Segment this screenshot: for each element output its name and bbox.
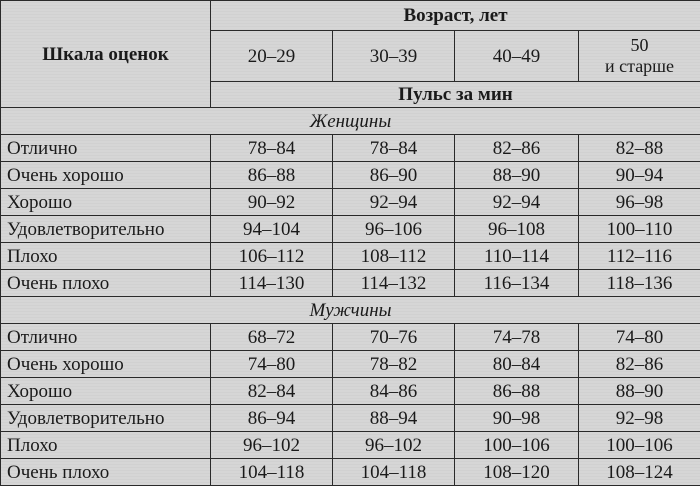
pulse-range-cell: 88–90 (579, 378, 700, 405)
pulse-range-cell: 108–112 (333, 243, 455, 270)
pulse-header: Пульс за мин (211, 82, 700, 108)
table-row (1, 243, 700, 270)
table-row (1, 459, 700, 486)
age-group-40-49: 40–49 (455, 31, 579, 82)
pulse-range-cell: 86–90 (333, 162, 455, 189)
pulse-range-cell: 90–92 (211, 189, 333, 216)
pulse-range-cell: 100–106 (455, 432, 579, 459)
pulse-range-cell: 82–88 (579, 135, 700, 162)
rating-label: Плохо (1, 243, 211, 270)
pulse-range-cell: 96–108 (455, 216, 579, 243)
pulse-range-cell: 96–102 (211, 432, 333, 459)
pulse-range-cell: 90–98 (455, 405, 579, 432)
rating-label: Очень хорошо (1, 162, 211, 189)
table-row (1, 189, 700, 216)
rating-label: Отлично (1, 135, 211, 162)
rating-label: Очень плохо (1, 459, 211, 486)
pulse-range-cell: 78–84 (333, 135, 455, 162)
pulse-range-cell: 80–84 (455, 351, 579, 378)
pulse-range-cell: 100–106 (579, 432, 700, 459)
pulse-range-cell: 82–84 (211, 378, 333, 405)
table-body (1, 108, 700, 486)
pulse-range-cell: 92–94 (333, 189, 455, 216)
pulse-range-cell: 106–112 (211, 243, 333, 270)
rating-label: Удовлетворительно (1, 216, 211, 243)
pulse-range-cell: 82–86 (455, 135, 579, 162)
pulse-range-cell: 118–136 (579, 270, 700, 297)
age-group-50-line2: и старше (604, 56, 675, 76)
pulse-range-cell: 78–82 (333, 351, 455, 378)
pulse-range-cell: 84–86 (333, 378, 455, 405)
pulse-range-cell: 86–88 (455, 378, 579, 405)
pulse-range-cell: 114–132 (333, 270, 455, 297)
table-row (1, 270, 700, 297)
pulse-range-cell: 96–98 (579, 189, 700, 216)
pulse-range-cell: 68–72 (211, 324, 333, 351)
pulse-range-cell: 86–94 (211, 405, 333, 432)
table-row (1, 324, 700, 351)
pulse-range-cell: 108–120 (455, 459, 579, 486)
pulse-range-cell: 90–94 (579, 162, 700, 189)
pulse-range-cell: 104–118 (333, 459, 455, 486)
rating-label: Плохо (1, 432, 211, 459)
pulse-range-cell: 112–116 (579, 243, 700, 270)
pulse-range-cell: 78–84 (211, 135, 333, 162)
pulse-range-cell: 96–106 (333, 216, 455, 243)
pulse-range-cell: 94–104 (211, 216, 333, 243)
table-row (1, 405, 700, 432)
pulse-range-cell: 88–94 (333, 405, 455, 432)
pulse-range-cell: 92–94 (455, 189, 579, 216)
header-row-age (1, 1, 700, 31)
men-section-title: Мужчины (1, 297, 700, 324)
table-row (1, 135, 700, 162)
scale-header: Шкала оценок (1, 1, 211, 108)
rating-label: Очень хорошо (1, 351, 211, 378)
pulse-range-cell: 82–86 (579, 351, 700, 378)
men-section-row (1, 297, 700, 324)
pulse-range-cell: 70–76 (333, 324, 455, 351)
pulse-range-cell: 88–90 (455, 162, 579, 189)
table-row (1, 162, 700, 189)
pulse-range-cell: 116–134 (455, 270, 579, 297)
pulse-range-cell: 74–80 (579, 324, 700, 351)
table-row (1, 216, 700, 243)
age-group-50-line1: 50 (630, 35, 649, 56)
pulse-range-cell: 108–124 (579, 459, 700, 486)
women-section-title: Женщины (1, 108, 700, 135)
pulse-range-cell: 74–78 (455, 324, 579, 351)
age-group-50-plus (579, 31, 700, 82)
table-row (1, 378, 700, 405)
women-section-row (1, 108, 700, 135)
table-row (1, 351, 700, 378)
rating-label: Отлично (1, 324, 211, 351)
rating-label: Хорошо (1, 189, 211, 216)
age-header: Возраст, лет (211, 1, 700, 31)
pulse-range-cell: 96–102 (333, 432, 455, 459)
age-group-30-39: 30–39 (333, 31, 455, 82)
age-group-20-29: 20–29 (211, 31, 333, 82)
rating-label: Хорошо (1, 378, 211, 405)
pulse-range-cell: 104–118 (211, 459, 333, 486)
table-row (1, 432, 700, 459)
pulse-range-cell: 86–88 (211, 162, 333, 189)
pulse-range-cell: 92–98 (579, 405, 700, 432)
rating-label: Очень плохо (1, 270, 211, 297)
pulse-range-cell: 110–114 (455, 243, 579, 270)
rating-label: Удовлетворительно (1, 405, 211, 432)
pulse-range-cell: 74–80 (211, 351, 333, 378)
pulse-range-cell: 100–110 (579, 216, 700, 243)
pulse-range-cell: 114–130 (211, 270, 333, 297)
